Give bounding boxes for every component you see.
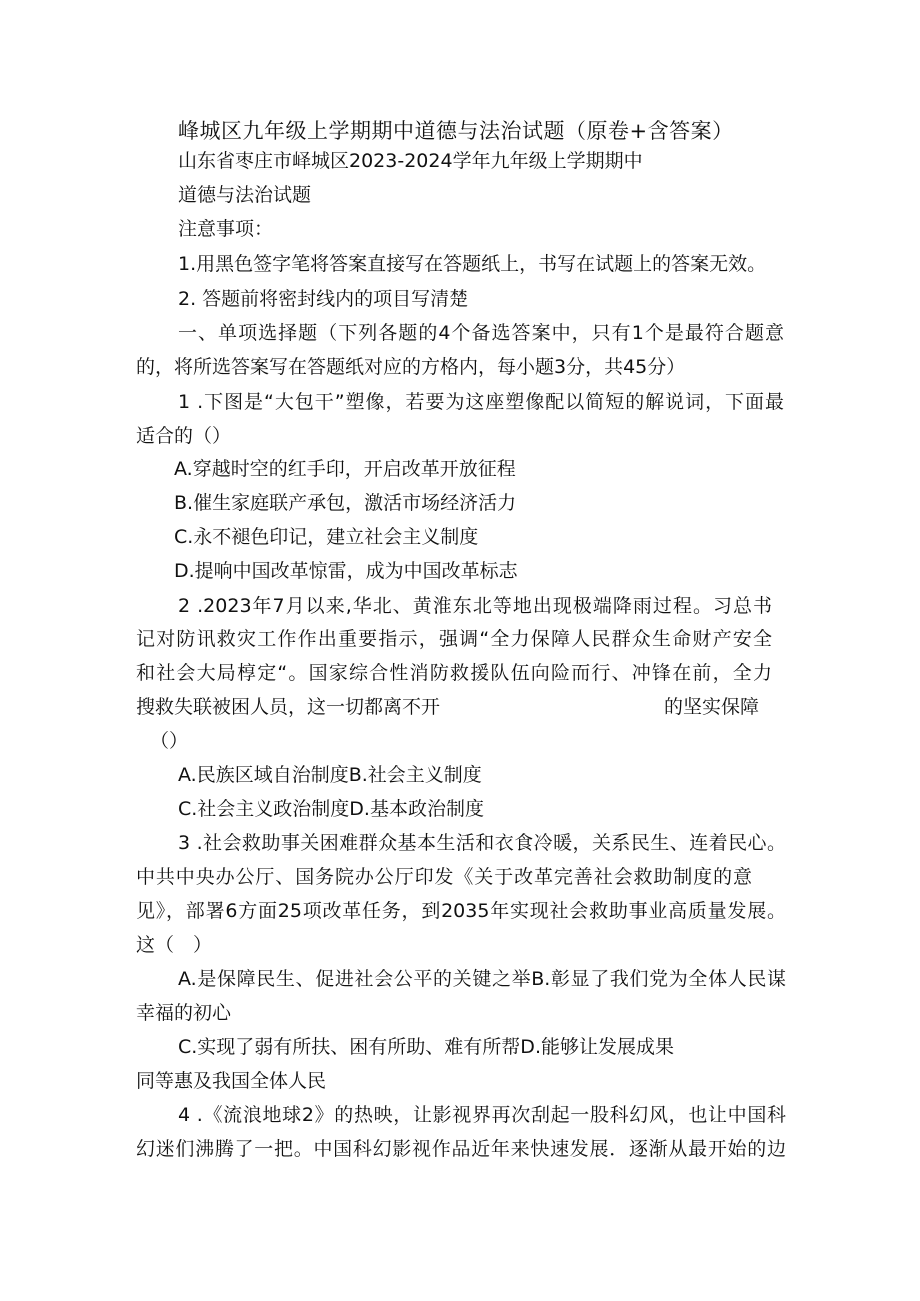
question-3-options-ab-line1: A.是保障民生、促进社会公平的关键之举B.彰显了我们党为全体人民谋: [178, 968, 786, 990]
section-heading-line2: 的，将所选答案写在答题纸对应的方格内，每小题3分，共45分）: [136, 356, 686, 378]
question-2-options-ab: A.民族区域自治制度B.社会主义制度: [178, 764, 482, 786]
question-3-options-ab-line2: 幸福的初心: [136, 1002, 232, 1024]
question-2-answer-bracket: （）: [150, 730, 189, 752]
question-2-stem-line2: 记对防讯救灾工作作出重要指示，强调“全力保障人民群众生命财产安全: [136, 628, 772, 650]
question-1-stem-line2: 适合的（）: [136, 425, 232, 447]
question-1-option-b: B.催生家庭联产承包，激活市场经济活力: [174, 492, 517, 514]
question-3-options-cd-line2: 同等惠及我国全体人民: [136, 1070, 327, 1092]
question-3-stem-line2: 中共中央办公厅、国务院办公厅印发《关于改革完善社会救助制度的意: [136, 866, 752, 888]
question-3-stem-line4: 这（ ）: [136, 934, 213, 956]
question-2-stem-line4-start: 搜救失联被困人员，这一切都离不开: [136, 696, 441, 718]
notice-item-2: 2. 答题前将密封线内的项目写清楚: [178, 288, 469, 310]
question-3-options-cd-line1: C.实现了弱有所扶、困有所助、难有所帮D.能够让发展成果: [178, 1036, 674, 1058]
notice-heading: 注意事项：: [178, 218, 274, 240]
document-title: 峰城区九年级上学期期中道德与法治试题（原卷+含答案）: [178, 119, 734, 143]
question-2-stem-line3: 和社会大局椁定“。国家综合性消防救援队伍向险而行、冲锋在前，全力: [136, 662, 772, 684]
document-subtitle: 山东省枣庄市峄城区2023-2024学年九年级上学期期中: [178, 150, 643, 172]
subject-line: 道德与法治试题: [178, 184, 312, 206]
question-4-stem-line2: 幻迷们沸腾了一把。中国科幻影视作品近年来快速发展．逐渐从最开始的边: [136, 1138, 786, 1160]
question-1-stem-line1: 1 .下图是“大包干”塑像，若要为这座塑像配以简短的解说词，下面最: [178, 391, 784, 413]
question-3-stem-line3: 见》，部署6方面25项改革任务，到2035年实现社会救助事业高质量发展。: [136, 900, 786, 922]
notice-item-1: 1.用黑色签字笔将答案直接写在答题纸上，书写在试题上的答案无效。: [178, 253, 767, 275]
question-4-stem-line1: 4 .《流浪地球2》的热映，让影视界再次刮起一股科幻风，也让中国科: [178, 1104, 786, 1126]
question-1-option-a: A.穿越时空的红手印，开启改革开放征程: [174, 458, 516, 480]
section-heading-line1: 一、单项选择题（下列各题的4个备选答案中，只有1个是最符合题意: [178, 322, 784, 344]
question-1-option-d: D.提响中国改革惊雷，成为中国改革标志: [174, 560, 518, 582]
question-3-stem-line1: 3 .社会救助事关困难群众基本生活和衣食冷暖，关系民生、连着民心。: [178, 832, 786, 854]
question-2-options-cd: C.社会主义政治制度D.基本政治制度: [178, 798, 484, 820]
question-2-stem-line4-end: 的坚实保障: [664, 696, 760, 718]
question-2-stem-line1: 2 .2023年7月以来,华北、黄淮东北等地出现极端降雨过程。习总书: [178, 595, 772, 617]
question-1-option-c: C.永不褪色印记，建立社会主义制度: [174, 526, 479, 548]
